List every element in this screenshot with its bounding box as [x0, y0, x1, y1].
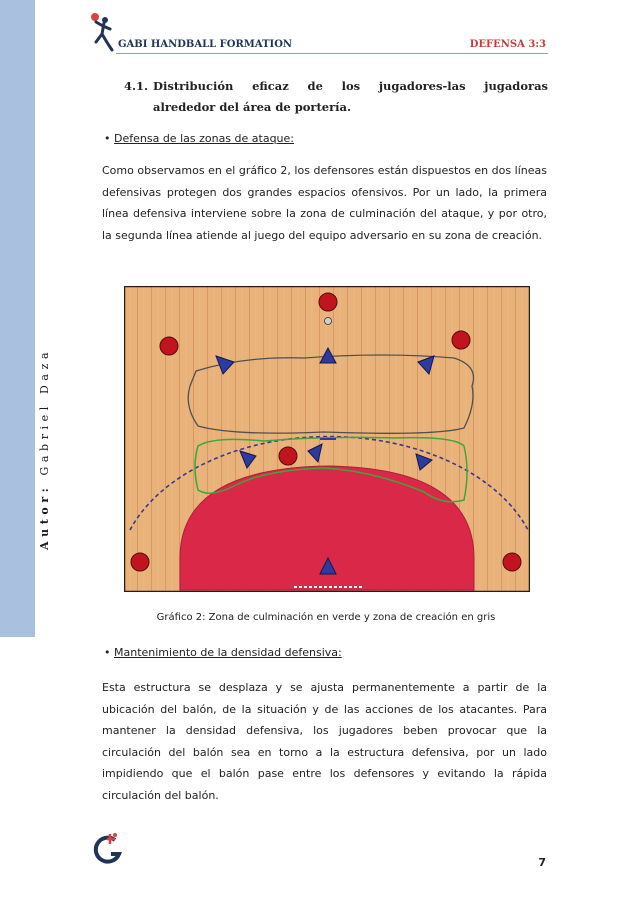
section-title-line1: Distribución eficaz de los jugadores-las jugadoras: [153, 79, 548, 93]
gh-logo-icon: [93, 830, 127, 866]
paragraph-1: Como observamos en el gráfico 2, los defensores están dispuestos en dos líneas defensivas protegen dos grandes espacios ofensivos. Por un lado, la primera línea defensiva interviene sobre la zona de culminación del ataque, y por otro, la segunda línea atiende al juego del equipo adversario en su zona de creación.: [102, 164, 547, 242]
header-rule: [116, 53, 548, 54]
bullet-label: Mantenimiento de la densidad defensiva:: [114, 646, 342, 659]
author-label: Autor:: [38, 483, 51, 550]
bullet-label: Defensa de las zonas de ataque:: [114, 132, 295, 145]
author-name: Gabriel Daza: [38, 347, 51, 476]
section-heading: [124, 76, 548, 118]
section-number: 4.1.: [124, 79, 149, 93]
section-title-line2: alrededor del área de portería.: [153, 100, 351, 114]
sidebar-band: [0, 0, 35, 637]
author-vertical-label: [38, 347, 52, 550]
page-number: 7: [538, 856, 546, 869]
ball: [325, 318, 332, 325]
bullet-density: [104, 646, 342, 659]
handball-player-logo: [88, 12, 116, 52]
header-title: GABI HANDBALL FORMATION: [118, 39, 293, 50]
bullet-marker: •: [104, 646, 111, 659]
bullet-marker: •: [104, 132, 111, 145]
defense-diagram: [124, 286, 530, 592]
figure-caption: Gráfico 2: Zona de culminación en verde y zona de creación en gris: [156, 612, 496, 623]
paragraph-2: Esta estructura se desplaza y se ajusta permanentemente a partir de la ubicación del balón, de la situación y de las acciones de los atacantes. Para mantener la densidad defensiva, los jugadores beben provocar que la circulación del balón sea en torno a la estructura defensiva, por un lado impidiendo que el balón pase entre los defensores y evitando la rápida circulación del balón.: [102, 681, 547, 802]
bullet-defense-zones: [104, 132, 294, 145]
header-section-title: DEFENSA 3:3: [469, 39, 546, 50]
